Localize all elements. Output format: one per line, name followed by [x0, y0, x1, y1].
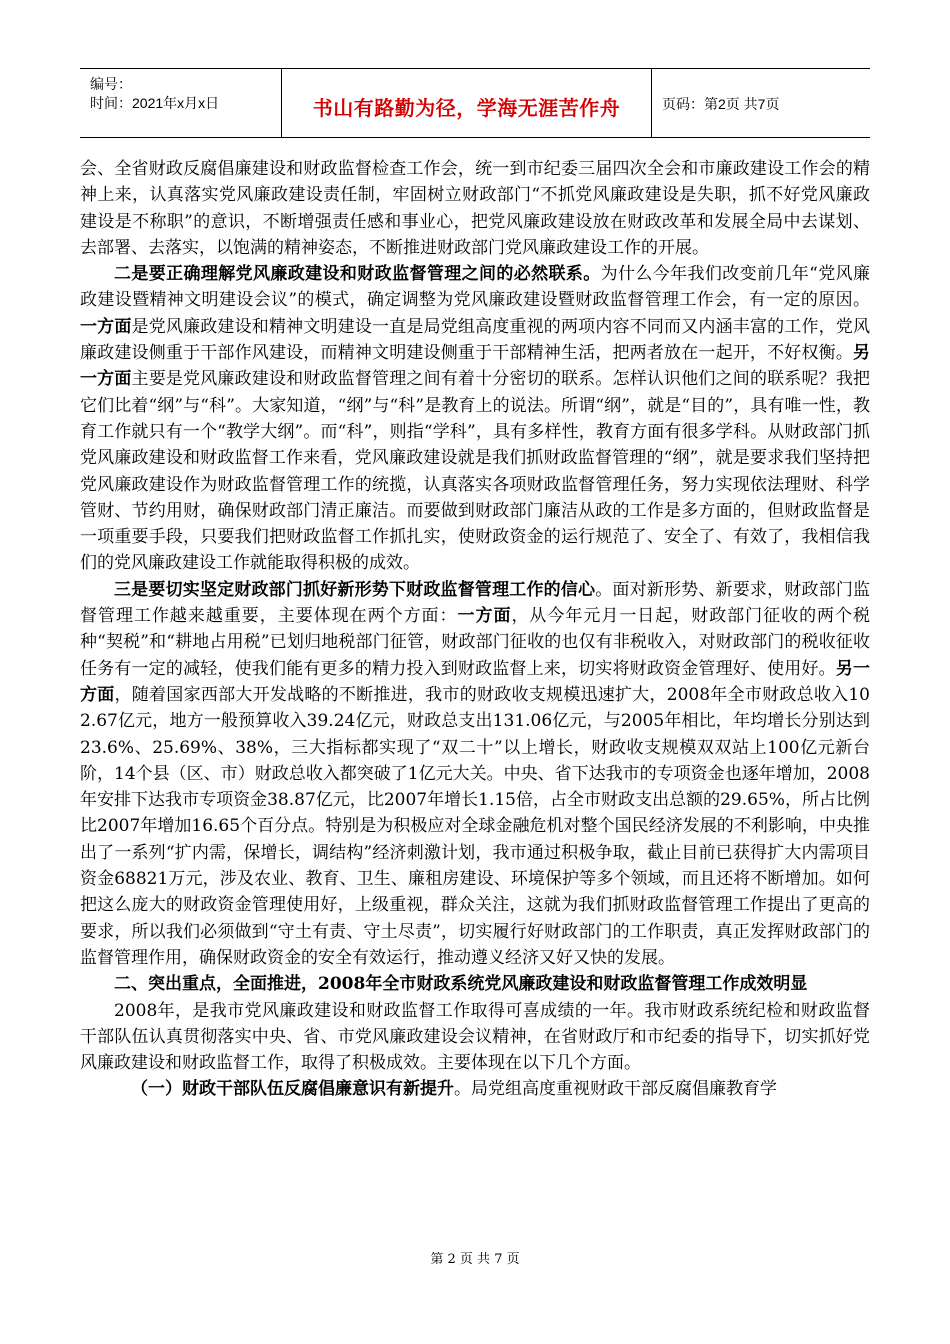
paragraph-2-text-b: 是党风廉政建设和精神文明建设一直是局党组高度重视的两项内容不同而又内涵丰富的工作，党风廉政建设侧重于干部作风建设，而精神文明建设侧重于干部精神生活，把两者放在一起开，不好权衡。	[80, 316, 871, 364]
header-motto-cell	[282, 69, 652, 137]
paragraph-5	[80, 1076, 870, 1102]
paragraph-5-text-a: 。局党组高度重视财政干部反腐倡廉教育学	[454, 1079, 777, 1100]
paragraph-2-text-c: 主要是党风廉政建设和财政监督管理之间有着十分密切的联系。怎样认识他们之间的联系呢？我把它们比着“纲”与“科”。大家知道，“纲”与“科”是教育上的说法。所谓“纲”，就是“目的”，具有唯一性，教育工作就只有一个“教学大纲”。而“科”，则指“学科”，具有多样性，教育方面有很多学科。从财政部门抓党风廉政建设和财政监督工作来看，党风廉政建设就是我们抓财政监督管理的“纲”，就是要求我们坚持把党风廉政建设作为财政监督管理工作的统揽，认真落实各项财政监督管理任务，努力实现依法理财、科学管财、节约用财，确保财政部门清正廉洁。而要做到财政部门廉洁从政的工作是多方面的，但财政监督是一项重要手段，只要我们把财政监督工作抓扎实，使财政资金的运行规范了、安全了、有效了，我相信我们的党风廉政建设工作就能取得积极的成效。	[80, 369, 871, 574]
paragraph-3-emphasis-2: 另一方面	[80, 658, 871, 705]
header-page-label: 页码：第2页 共7页	[662, 96, 780, 112]
paragraph-2-text-a: 为什么今年我们改变前几年“党风廉政建设暨精神文明建设会议”的模式，确定调整为党风廉政建设暨财政监督管理工作会，有一定的原因。	[80, 264, 871, 311]
paragraph-3-emphasis-1: 一方面	[457, 606, 512, 627]
paragraph-3-text-b: ，从今年元月一日起，财政部门征收的两个税种“契税”和“耕地占用税”已划归地税部门征管，财政部门征收的也仅有非税收入，对财政部门的税收征收任务有一定的减轻，使我们能有更多的精力投入到财政监督上来，切实将财政资金管理好、使用好。	[80, 606, 871, 679]
document-body	[80, 156, 870, 1103]
paragraph-5-heading: （一）财政干部队伍反腐倡廉意识有新提升	[131, 1079, 454, 1100]
section-heading-2: 二、突出重点，全面推进，2008年全市财政系统党风廉政建设和财政监督管理工作成效明显	[114, 974, 808, 995]
header-motto: 书山有路勤为径，学海无涯苦作舟	[312, 96, 621, 120]
paragraph-1: 会、全省财政反腐倡廉建设和财政监督检查工作会，统一到市纪委三届四次全会和市廉政建设工作会的精神上来，认真落实党风廉政建设责任制，牢固树立财政部门“不抓党风廉政建设是失职，抓不好党风廉政建设是不称职”的意识，不断增强责任感和事业心，把党风廉政建设放在财政改革和发展全局中去谋划、去部署、去落实，以饱满的精神姿态，不断推进财政部门党风廉政建设工作的开展。	[80, 159, 870, 258]
paragraph-4: 2008年，是我市党风廉政建设和财政监督工作取得可喜成绩的一年。我市财政系统纪检和财政监督干部队伍认真贯彻落实中央、省、市党风廉政建设会议精神，在省财政厅和市纪委的指导下，切实抓好党风廉政建设和财政监督工作，取得了积极成效。主要体现在以下几个方面。	[80, 1000, 870, 1074]
paragraph-3	[80, 577, 870, 971]
header-page-cell	[652, 69, 870, 137]
paragraph-2-emphasis-2: 另一方面	[80, 343, 870, 390]
page-header	[80, 68, 870, 138]
document-time-label: 时间：2021年x月x日	[90, 95, 220, 111]
paragraph-2	[80, 261, 870, 577]
header-meta-cell	[80, 69, 282, 137]
paragraph-3-text-c: ，随着国家西部大开发战略的不断推进，我市的财政收支规模迅速扩大，2008年全市财政总收入102.67亿元，地方一般预算收入39.24亿元，财政总支出131.06亿元，与2005年相比，年均增长分别达到23.6%、25.69%、38%，三大指标都实现了“双二十”以上增长，财政收支规模双双站上100亿元新台阶，14个县（区、市）财政总收入都突破了1亿元大关。中央、省下达我市的专项资金也逐年增加，2008年安排下达我市专项资金38.87亿元，比2007年增长1.15倍，占全市财政支出总额的29.65%，所占比例比2007年增加16.65个百分点。特别是为积极应对全球金融危机对整个国民经济发展的不利影响，中央推出了一系列“扩内需，保增长，调结构”经济刺激计划，我市通过积极争取，截止目前已获得扩大内需项目资金68821万元，涉及农业、教育、卫生、廉租房建设、环境保护等多个领域，而且还将不断增加。如何把这么庞大的财政资金管理使用好，上级重视，群众关注，这就为我们抓财政监督管理工作提出了更高的要求，所以我们必须做到“守土有责、守土尽责”，切实履行好财政部门的工作职责，真正发挥财政部门的监督管理作用，确保财政资金的安全有效运行，推动遵义经济又好又快的发展。	[80, 684, 871, 968]
page-footer: 第 2 页 共 7 页	[430, 1252, 520, 1267]
paragraph-2-emphasis-1: 一方面	[80, 316, 132, 337]
document-number-label: 编号：	[90, 76, 132, 92]
paragraph-3-text-a: 。面对新形势、新要求，财政部门监督管理工作越来越重要，主要体现在两个方面：	[80, 579, 871, 627]
paragraph-2-heading: 二是要正确理解党风廉政建设和财政监督管理之间的必然联系。	[114, 264, 601, 285]
paragraph-3-heading: 三是要切实坚定财政部门抓好新形势下财政监督管理工作的信心	[114, 579, 596, 600]
